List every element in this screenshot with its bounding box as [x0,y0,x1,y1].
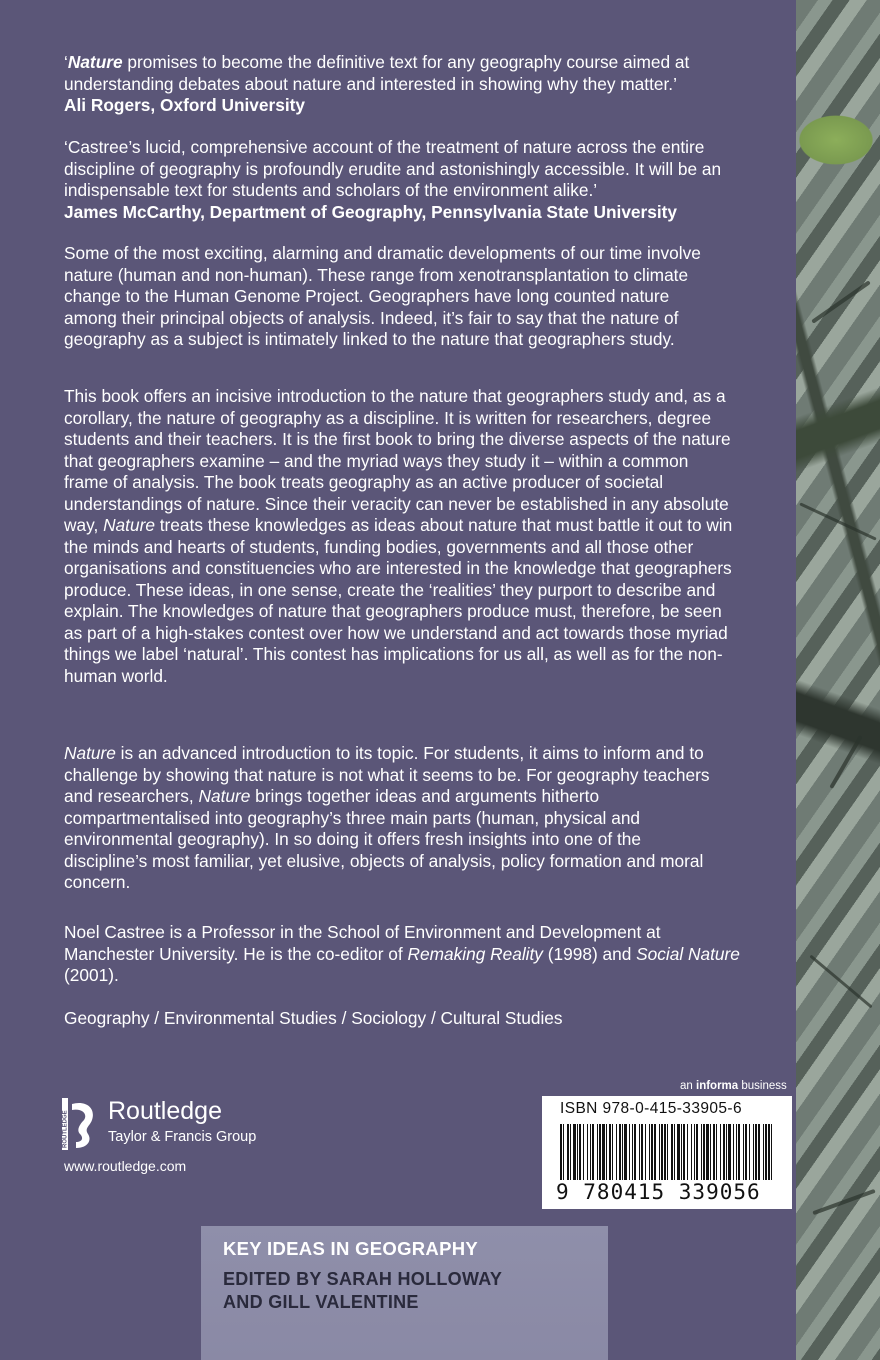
barcode-bar [641,1124,643,1180]
barcode-bar [560,1124,562,1180]
barcode-bar [710,1124,711,1180]
barcode-bar [599,1124,601,1180]
barcode-bar [622,1124,623,1180]
barcode-bar [733,1124,734,1180]
barcode-bar [587,1124,588,1180]
barcode-bar [743,1124,744,1180]
barcode-bar [632,1124,633,1180]
quote-1 [64,52,774,117]
barcode-bar [654,1124,656,1180]
publisher-name: Routledge [108,1097,222,1125]
isbn-barcode [542,1096,792,1209]
barcode-bar [713,1124,715,1180]
description-paragraph-3: Nature is an advanced introduction to its topic. For students, it aims to inform and to challenge by showing that nature is not what it seems to be. For geography teachers and researchers, Nature brings together ideas and arguments hitherto compartmentalised into geography’s three main parts (human, physical and environmental geography). In so doing it offers fresh insights into one of the discipline’s most familiar, yet elusive, objects of analysis, policy formation and moral concern. [64,743,710,892]
barcode-bar [723,1124,725,1180]
barcode-bar [609,1124,611,1180]
barcode-bar [681,1124,682,1180]
description-paragraph-2: This book offers an incisive introduction to the nature that geographers study and, as a corollary, the nature of geography as a discipline. It is written for researchers, degree students and their teachers. It is the first book to bring the diverse aspects of the nature that geographers examine – and the myriad ways they study it – within a common frame of analysis. The book treats geography as an active producer of societal understandings of nature. Since their veracity can never be established in any absolute way, Nature treats these knowledges as ideas about nature that must battle it out to win the minds and hearts of students, funding bodies, governments and all those other organisations and constituencies who are interested in the knowledge that geographers produce. These ideas, in one sense, create the ‘realities’ they purport to describe and explain. The knowledges of nature that geographers produce must, therefore, be seen as part of a high-stakes contest over how we understand and act towards those myriad things we label ‘natural’. This contest has implications for us all, as well as for the non-human world. [64,386,733,686]
description-paragraph-1: Some of the most exciting, alarming and dramatic developments of our time involve nature (human and non-human). These range from xenotransplantation to climate change to the Human Genome Project. Geographers have long counted nature among their principal objects of analysis. Indeed, it’s fair to say that the nature of geography as a subject is intimately linked to the nature that geographers study. [64,243,701,349]
barcode-bar [726,1124,727,1180]
barcode-bar [659,1124,660,1180]
barcode-bar [592,1124,594,1180]
barcode-bar [687,1124,688,1180]
barcode-bar [612,1124,613,1180]
barcode-bar [602,1124,605,1180]
barcode-bar [597,1124,598,1180]
quote-2-attribution: James McCarthy, Department of Geography, Pennsylvania State University [64,201,678,222]
svg-text:ROUTLEDGE: ROUTLEDGE [62,1110,69,1148]
barcode-bar [579,1124,581,1180]
barcode-bar [683,1124,685,1180]
barcode-bar [570,1124,571,1180]
series-editors: EDITED BY SARAH HOLLOWAY AND GILL VALENTINE [223,1269,503,1312]
cover-texture-strip [796,0,880,1360]
barcode-bar [649,1124,650,1180]
barcode-bar [749,1124,750,1180]
routledge-knight-icon [62,1098,100,1150]
barcode-bar [768,1124,770,1180]
barcode-bar [753,1124,754,1180]
barcode-bar [661,1124,663,1180]
barcode-bar [691,1124,692,1180]
series-title: KEY IDEAS IN GEOGRAPHY [223,1238,479,1259]
quote-2 [64,137,774,223]
barcode-bar [583,1124,584,1180]
barcode-bar [645,1124,646,1180]
isbn-label: ISBN 978-0-415-33905-6 [560,1100,742,1117]
barcode-number: 9 780415 339056 [556,1180,761,1204]
barcode-bar [771,1124,772,1180]
barcode-bar [619,1124,621,1180]
barcode-bar [755,1124,757,1180]
barcode-bar [701,1124,702,1180]
series-panel [201,1226,608,1360]
quote-1-attribution: Ali Rogers, Oxford University [64,95,306,115]
barcode-bar [573,1124,576,1180]
publisher-group: Taylor & Francis Group [108,1129,257,1145]
barcode-bar [567,1124,569,1180]
subject-categories: Geography / Environmental Studies / Sociology / Cultural Studies [64,1008,563,1028]
publisher-url[interactable]: www.routledge.com [64,1158,187,1174]
barcode-bar [716,1124,717,1180]
barcode-bar [577,1124,578,1180]
barcode-bar [664,1124,666,1180]
barcode-bar [634,1124,636,1180]
author-bio: Noel Castree is a Professor in the School of Environment and Development at Manchester University. He is the co-editor of Remaking Reality (1998) and Social Nature (2001). [64,922,740,985]
barcode-bar [616,1124,617,1180]
routledge-logo [62,1094,262,1154]
barcode-bar [590,1124,591,1180]
quote-1-text: ‘Nature promises to become the definitive text for any geography course aimed at understanding debates about nature and interested in showing why they matter.’ [64,52,690,94]
barcode-bar [736,1124,737,1180]
barcode-bar [703,1124,705,1180]
informa-tagline: an informa business [680,1080,787,1092]
barcode-bars [560,1124,776,1180]
barcode-bar [738,1124,740,1180]
barcode-bar [563,1124,564,1180]
barcode-bar [696,1124,698,1180]
barcode-bar [720,1124,721,1180]
barcode-bar [758,1124,760,1180]
barcode-bar [763,1124,764,1180]
quote-2-text: ‘Castree’s lucid, comprehensive account of the treatment of nature across the entire discipline of geography is profoundly erudite and astonishingly accessible. It will be an indispensable text for students and scholars of the environment alike.’ [64,137,722,200]
barcode-bar [706,1124,709,1180]
barcode-bar [639,1124,640,1180]
barcode-bar [624,1124,627,1180]
barcode-bar [651,1124,653,1180]
barcode-bar [745,1124,747,1180]
barcode-bar [606,1124,607,1180]
barcode-bar [677,1124,680,1180]
barcode-bar [765,1124,767,1180]
barcode-bar [629,1124,630,1180]
barcode-bar [728,1124,731,1180]
barcode-bar [674,1124,675,1180]
barcode-bar [667,1124,668,1180]
barcode-bar [671,1124,673,1180]
barcode-bar [694,1124,695,1180]
